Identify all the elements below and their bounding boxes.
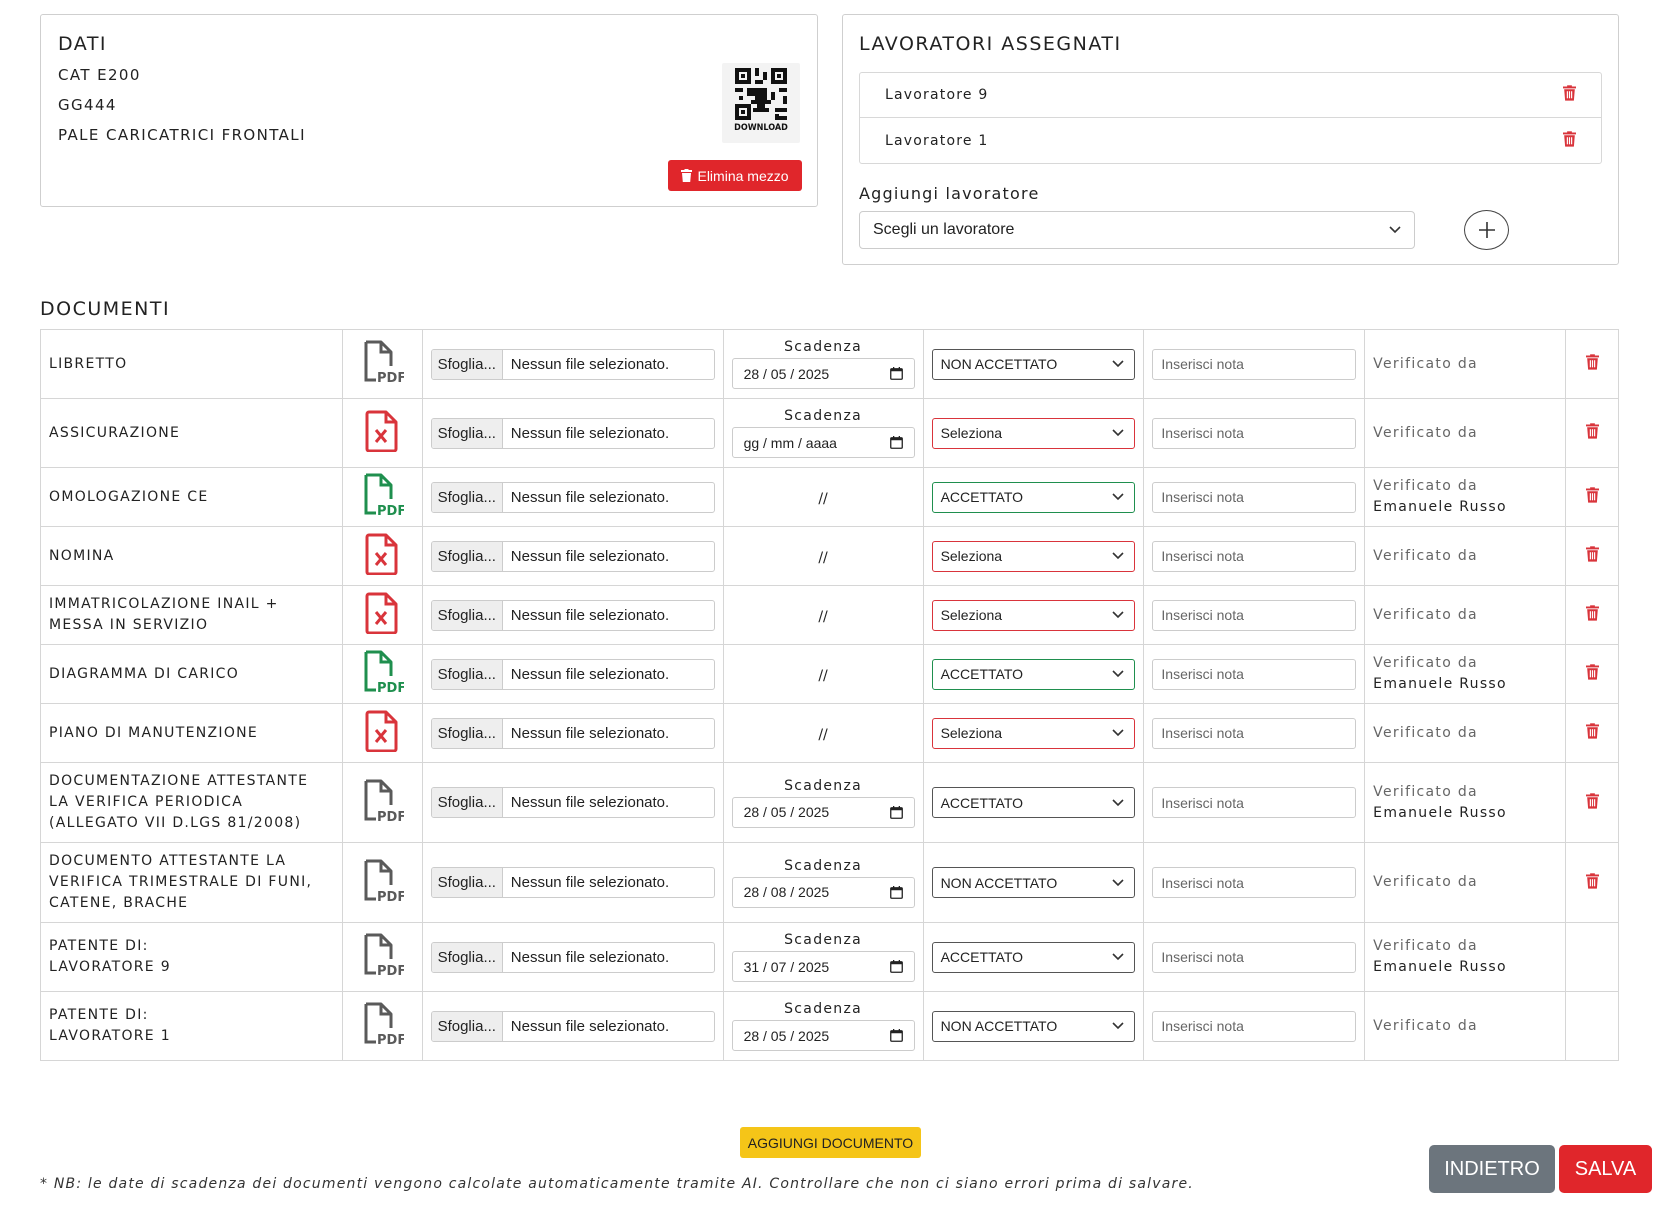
calendar-icon: [890, 1029, 903, 1042]
delete-vehicle-label: Elimina mezzo: [697, 167, 789, 184]
add-worker-button[interactable]: [1464, 210, 1509, 250]
stato-select[interactable]: [932, 942, 1136, 973]
chevron-down-icon: [1112, 552, 1124, 560]
document-file-link[interactable]: [342, 645, 422, 704]
file-status: Nessun file selezionato.: [510, 424, 670, 442]
browse-button[interactable]: Sfoglia...: [432, 943, 503, 972]
chevron-down-icon: [1112, 429, 1124, 437]
dati-category: PALE CARICATRICI FRONTALI: [58, 126, 306, 144]
pdf-file-icon: [360, 473, 404, 517]
trash-icon: [1563, 85, 1576, 101]
lavoratore-item: [860, 118, 1601, 163]
add-worker-label: Aggiungi lavoratore: [859, 184, 1040, 203]
pdf-file-icon: [360, 650, 404, 694]
file-input[interactable]: [431, 541, 715, 572]
document-name: DOCUMENTAZIONE ATTESTANTE LA VERIFICA PERIODICA (ALLEGATO VII D.LGS 81/2008): [41, 763, 343, 843]
nota-input[interactable]: Inserisci nota: [1152, 659, 1356, 690]
nota-input[interactable]: Inserisci nota: [1152, 418, 1356, 449]
calendar-icon: [890, 436, 903, 449]
file-input[interactable]: [431, 867, 715, 898]
document-name: PATENTE DI: LAVORATORE 1: [41, 992, 343, 1061]
svg-text:PDF: PDF: [377, 371, 405, 384]
qr-code-icon: [735, 68, 787, 120]
verificato-label: Verificato da: [1373, 424, 1478, 441]
stato-value: NON ACCETTATO: [940, 356, 1058, 372]
browse-button[interactable]: Sfoglia...: [432, 419, 503, 448]
stato-value: ACCETTATO: [940, 666, 1024, 682]
no-date-placeholder: //: [818, 490, 828, 507]
scadenza-date-input[interactable]: [732, 877, 915, 908]
scadenza-value: 28 / 05 / 2025: [743, 1027, 830, 1044]
document-row: [41, 704, 1619, 763]
scadenza-date-input[interactable]: [732, 358, 915, 389]
scadenza-label: Scadenza: [784, 932, 862, 948]
dati-plate: GG444: [58, 96, 117, 114]
dati-model: CAT E200: [58, 66, 141, 84]
chevron-down-icon: [1389, 226, 1401, 234]
verificato-nome: Emanuele Russo: [1373, 499, 1507, 515]
stato-select[interactable]: [932, 867, 1136, 898]
delete-document-button[interactable]: [1586, 724, 1599, 743]
stato-select[interactable]: [932, 718, 1136, 749]
missing-file-icon: [365, 592, 399, 634]
nota-input[interactable]: Inserisci nota: [1152, 867, 1356, 898]
svg-text:PDF: PDF: [377, 889, 405, 903]
trash-icon: [1586, 546, 1599, 562]
stato-value: Seleziona: [940, 607, 1003, 623]
dati-card: [40, 14, 818, 207]
stato-select[interactable]: [932, 349, 1136, 380]
scadenza-date-input[interactable]: [732, 951, 915, 982]
verificato-label: Verificato da: [1373, 724, 1478, 741]
document-name: OMOLOGAZIONE CE: [41, 468, 343, 527]
stato-select[interactable]: [932, 600, 1136, 631]
document-name: LIBRETTO: [41, 330, 343, 399]
document-name: DIAGRAMMA DI CARICO: [41, 645, 343, 704]
file-input[interactable]: [431, 600, 715, 631]
stato-value: ACCETTATO: [940, 489, 1024, 505]
delete-document-button[interactable]: [1586, 874, 1599, 893]
trash-icon: [1586, 793, 1599, 809]
document-row: [41, 645, 1619, 704]
add-document-button[interactable]: AGGIUNGI DOCUMENTO: [740, 1127, 921, 1158]
delete-document-button[interactable]: [1586, 547, 1599, 566]
back-button[interactable]: INDIETRO: [1429, 1145, 1555, 1193]
trash-icon: [1563, 131, 1576, 147]
qr-download-button[interactable]: [722, 63, 800, 143]
delete-document-button[interactable]: [1586, 606, 1599, 625]
document-row: [41, 468, 1619, 527]
browse-button[interactable]: Sfoglia...: [432, 601, 503, 630]
file-status: Nessun file selezionato.: [510, 724, 670, 742]
document-name: NOMINA: [41, 527, 343, 586]
svg-text:PDF: PDF: [377, 504, 405, 517]
chevron-down-icon: [1112, 670, 1124, 678]
file-status: Nessun file selezionato.: [510, 665, 670, 683]
lavoratori-list: [859, 72, 1602, 164]
trash-icon: [1586, 664, 1599, 680]
browse-button[interactable]: Sfoglia...: [432, 1012, 503, 1041]
no-date-placeholder: //: [818, 608, 828, 625]
verificato-label: Verificato da: [1373, 938, 1478, 954]
chevron-down-icon: [1112, 493, 1124, 501]
pdf-file-icon: [360, 1002, 404, 1046]
stato-value: NON ACCETTATO: [940, 1018, 1058, 1034]
browse-button[interactable]: Sfoglia...: [432, 660, 503, 689]
chevron-down-icon: [1112, 953, 1124, 961]
scadenza-label: Scadenza: [784, 408, 862, 424]
document-file-link[interactable]: [342, 763, 422, 843]
lavoratore-name: Lavoratore 1: [885, 132, 989, 149]
verificato-label: Verificato da: [1373, 655, 1478, 671]
chevron-down-icon: [1112, 799, 1124, 807]
file-input[interactable]: [431, 349, 715, 380]
stato-value: Seleziona: [940, 725, 1003, 741]
document-name: DOCUMENTO ATTESTANTE LA VERIFICA TRIMESTRALE DI FUNI, CATENE, BRACHE: [41, 843, 343, 923]
document-row: [41, 843, 1619, 923]
missing-file-icon: [365, 710, 399, 752]
pdf-file-icon: [360, 340, 404, 384]
plus-icon: [1478, 221, 1496, 239]
no-date-placeholder: //: [818, 549, 828, 566]
document-file-link[interactable]: [342, 923, 422, 992]
pdf-file-icon: [360, 779, 404, 823]
verificato-nome: Emanuele Russo: [1373, 804, 1507, 821]
document-name: PATENTE DI: LAVORATORE 9: [41, 923, 343, 992]
document-name: IMMATRICOLAZIONE INAIL + MESSA IN SERVIZIO: [41, 586, 343, 645]
no-date-placeholder: //: [818, 726, 828, 743]
scadenza-label: Scadenza: [784, 777, 862, 794]
file-status: Nessun file selezionato.: [510, 606, 670, 624]
delete-document-button[interactable]: [1586, 794, 1599, 813]
document-name: PIANO DI MANUTENZIONE: [41, 704, 343, 763]
trash-icon: [1586, 873, 1599, 889]
chevron-down-icon: [1112, 611, 1124, 619]
chevron-down-icon: [1112, 879, 1124, 887]
verificato-label: Verificato da: [1373, 1017, 1478, 1034]
stato-value: ACCETTATO: [940, 794, 1024, 811]
svg-text:PDF: PDF: [377, 1033, 405, 1046]
file-input[interactable]: [431, 482, 715, 513]
scadenza-date-input[interactable]: [732, 797, 915, 828]
delete-document-button[interactable]: [1586, 424, 1599, 443]
stato-value: Seleziona: [940, 425, 1003, 441]
document-file-link[interactable]: [342, 527, 422, 586]
delete-document-button[interactable]: [1586, 488, 1599, 507]
delete-document-button[interactable]: [1586, 665, 1599, 684]
dati-title: DATI: [58, 33, 108, 55]
calendar-icon: [890, 886, 903, 899]
verificato-label: Verificato da: [1373, 355, 1478, 372]
browse-button[interactable]: Sfoglia...: [432, 788, 503, 817]
verificato-label: Verificato da: [1373, 783, 1478, 800]
chevron-down-icon: [1112, 729, 1124, 737]
stato-select[interactable]: [932, 418, 1136, 449]
stato-value: Seleziona: [940, 548, 1003, 564]
document-file-link[interactable]: [342, 468, 422, 527]
document-row: [41, 399, 1619, 468]
browse-button[interactable]: Sfoglia...: [432, 719, 503, 748]
pdf-file-icon: [360, 859, 404, 903]
delete-document-button[interactable]: [1586, 355, 1599, 374]
stato-select[interactable]: [932, 1011, 1136, 1042]
scadenza-date-input[interactable]: [732, 427, 915, 458]
ai-dates-note: * NB: le date di scadenza dei documenti vengono calcolate automaticamente tramite AI. Controllare che non ci siano errori prima di salvare.: [40, 1176, 1194, 1192]
document-row: [41, 586, 1619, 645]
scadenza-label: Scadenza: [784, 1001, 862, 1017]
browse-button[interactable]: Sfoglia...: [432, 350, 503, 379]
nota-input[interactable]: Inserisci nota: [1152, 541, 1356, 572]
file-status: Nessun file selezionato.: [510, 547, 670, 565]
worker-select-value: Scegli un lavoratore: [873, 221, 1015, 238]
file-input[interactable]: [431, 942, 715, 973]
nota-input[interactable]: Inserisci nota: [1152, 942, 1356, 973]
lavoratore-name: Lavoratore 9: [885, 87, 989, 103]
svg-text:PDF: PDF: [377, 809, 405, 823]
stato-select[interactable]: [932, 787, 1136, 818]
nota-input[interactable]: Inserisci nota: [1152, 349, 1356, 380]
missing-file-icon: [365, 533, 399, 575]
verificato-label: Verificato da: [1373, 478, 1478, 494]
file-input[interactable]: [431, 1011, 715, 1042]
verificato-label: Verificato da: [1373, 874, 1478, 890]
stato-select[interactable]: [932, 541, 1136, 572]
document-file-link[interactable]: [342, 992, 422, 1061]
svg-text:PDF: PDF: [377, 681, 405, 694]
remove-worker-button[interactable]: [1563, 85, 1576, 105]
trash-icon: [1586, 354, 1599, 370]
trash-icon: [1586, 723, 1599, 739]
nota-input[interactable]: Inserisci nota: [1152, 600, 1356, 631]
scadenza-label: Scadenza: [784, 857, 862, 874]
verificato-nome: Emanuele Russo: [1373, 959, 1507, 975]
document-row: [41, 992, 1619, 1061]
stato-value: ACCETTATO: [940, 949, 1024, 965]
calendar-icon: [890, 806, 903, 819]
pdf-file-icon: [360, 933, 404, 977]
calendar-icon: [890, 367, 903, 380]
document-row: [41, 763, 1619, 843]
scadenza-label: Scadenza: [784, 339, 862, 355]
file-status: Nessun file selezionato.: [510, 488, 670, 506]
document-row: [41, 527, 1619, 586]
scadenza-value: 31 / 07 / 2025: [743, 958, 830, 975]
file-status: Nessun file selezionato.: [510, 355, 670, 373]
verificato-label: Verificato da: [1373, 547, 1478, 564]
documenti-title: DOCUMENTI: [40, 298, 171, 320]
save-button[interactable]: SALVA: [1559, 1145, 1652, 1193]
file-input[interactable]: [431, 418, 715, 449]
file-input[interactable]: [431, 718, 715, 749]
document-file-link[interactable]: [342, 330, 422, 399]
no-date-placeholder: //: [818, 667, 828, 684]
chevron-down-icon: [1112, 1022, 1124, 1030]
file-status: Nessun file selezionato.: [510, 794, 670, 811]
stato-select[interactable]: [932, 659, 1136, 690]
nota-input[interactable]: Inserisci nota: [1152, 1011, 1356, 1042]
document-name: ASSICURAZIONE: [41, 399, 343, 468]
document-file-link[interactable]: [342, 586, 422, 645]
browse-button[interactable]: Sfoglia...: [432, 542, 503, 571]
trash-icon: [681, 169, 692, 182]
scadenza-value: 28 / 08 / 2025: [743, 884, 830, 900]
trash-icon: [1586, 423, 1599, 439]
calendar-icon: [890, 960, 903, 973]
document-file-link[interactable]: [342, 843, 422, 923]
missing-file-icon: [365, 410, 399, 452]
file-input[interactable]: [431, 659, 715, 690]
browse-button[interactable]: Sfoglia...: [432, 483, 503, 512]
nota-input[interactable]: Inserisci nota: [1152, 482, 1356, 513]
documents-table: [40, 329, 1619, 1061]
scadenza-date-input[interactable]: [732, 1020, 915, 1051]
file-input[interactable]: [431, 787, 715, 818]
file-status: Nessun file selezionato.: [510, 948, 670, 966]
worker-select[interactable]: [859, 211, 1415, 249]
trash-icon: [1586, 605, 1599, 621]
delete-vehicle-button[interactable]: [668, 160, 802, 191]
file-status: Nessun file selezionato.: [510, 1017, 670, 1035]
document-row: [41, 923, 1619, 992]
document-file-link[interactable]: [342, 399, 422, 468]
verificato-nome: Emanuele Russo: [1373, 676, 1507, 692]
qr-download-label: DOWNLOAD: [734, 123, 788, 133]
stato-select[interactable]: [932, 482, 1136, 513]
stato-value: NON ACCETTATO: [940, 874, 1058, 891]
document-file-link[interactable]: [342, 704, 422, 763]
svg-text:PDF: PDF: [377, 964, 405, 977]
lavoratore-item: [860, 73, 1601, 118]
lavoratori-card: [842, 14, 1619, 265]
lavoratori-title: LAVORATORI ASSEGNATI: [859, 33, 1122, 55]
remove-worker-button[interactable]: [1563, 131, 1576, 151]
chevron-down-icon: [1112, 360, 1124, 368]
scadenza-value: 28 / 05 / 2025: [743, 804, 830, 820]
scadenza-value: 28 / 05 / 2025: [743, 365, 830, 382]
document-row: [41, 330, 1619, 399]
browse-button[interactable]: Sfoglia...: [432, 868, 503, 897]
nota-input[interactable]: Inserisci nota: [1152, 718, 1356, 749]
nota-input[interactable]: Inserisci nota: [1152, 787, 1356, 818]
scadenza-value: gg / mm / aaaa: [743, 434, 837, 451]
file-status: Nessun file selezionato.: [510, 874, 670, 891]
trash-icon: [1586, 487, 1599, 503]
verificato-label: Verificato da: [1373, 606, 1478, 623]
